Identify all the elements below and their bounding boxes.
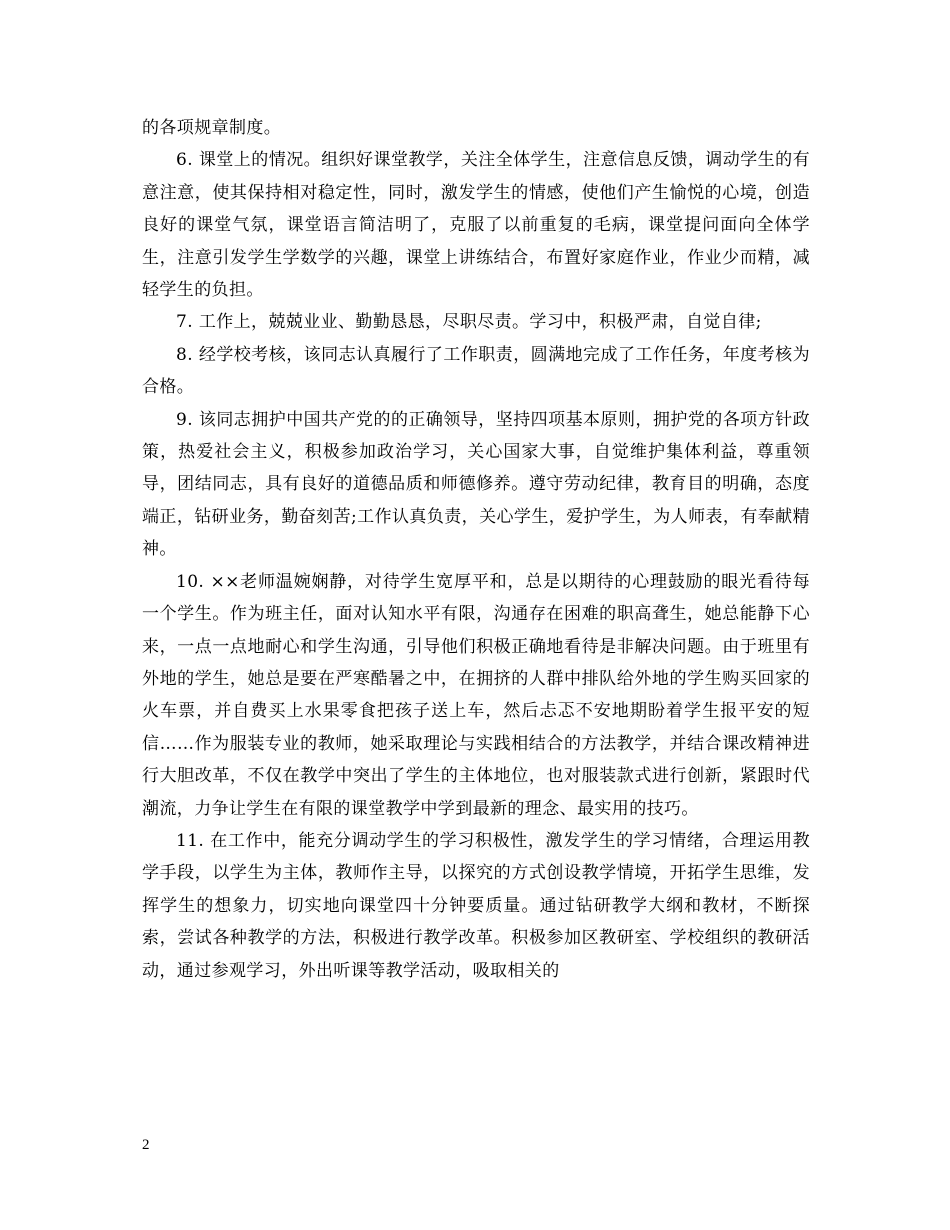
document-body	[142, 112, 810, 987]
paragraph-continuation: 的各项规章制度。	[142, 118, 282, 138]
paragraph-item-8: 8. 经学校考核，该同志认真履行了工作职责，圆满地完成了工作任务，年度考核为合格。	[142, 344, 810, 398]
paragraph-item-10: 10. ××老师温婉娴静，对待学生宽厚平和，总是以期待的心理鼓励的眼光看待每一个学生。作为班主任，面对认知水平有限，沟通存在困难的职高聋生，她总能静下心来，一点一点地耐心和学生沟通，引导他们积极正确地看待是非解决问题。由于班里有外地的学生，她总是要在严寒酷暑之中，在拥挤的人群中排队给外地的学生购买回家的火车票，并自费买上水果零食把孩子送上车，然后忐忑不安地期盼着学生报平安的短信……作为服装专业的教师，她采取理论与实践相结合的方法教学，并结合课改精神进行大胆改革，不仅在教学中突出了学生的主体地位，也对服装款式进行创新，紧跟时代潮流，力争让学生在有限的课堂教学中学到最新的理念、最实用的技巧。	[142, 571, 810, 819]
paragraph-item-11: 11. 在工作中，能充分调动学生的学习积极性，激发学生的学习情绪，合理运用教学手段，以学生为主体，教师作主导，以探究的方式创设教学情境，开拓学生思维，发挥学生的想象力，切实地向课堂四十分钟要质量。通过钻研教学大纲和教材，不断探索，尝试各种教学的方法，积极进行教学改革。积极参加区教研室、学校组织的教研活动，通过参观学习，外出听课等教学活动，吸取相关的	[142, 830, 810, 981]
paragraph-item-9: 9. 该同志拥护中国共产党的的正确领导，坚持四项基本原则，拥护党的各项方针政策，热爱社会主义，积极参加政治学习，关心国家大事，自觉维护集体利益，尊重领导，团结同志，具有良好的道德品质和师德修养。遵守劳动纪律，教育目的明确，态度端正，钻研业务，勤奋刻苦;工作认真负责，关心学生，爱护学生，为人师表，有奉献精神。	[142, 409, 810, 560]
page-number: 2	[142, 1137, 150, 1153]
paragraph-item-6: 6. 课堂上的情况。组织好课堂教学，关注全体学生，注意信息反馈，调动学生的有意注意，使其保持相对稳定性，同时，激发学生的情感，使他们产生愉悦的心境，创造良好的课堂气氛，课堂语言简洁明了，克服了以前重复的毛病，课堂提问面向全体学生，注意引发学生学数学的兴趣，课堂上讲练结合，布置好家庭作业，作业少而精，减轻学生的负担。	[142, 150, 810, 301]
paragraph-item-7: 7. 工作上，兢兢业业、勤勤恳恳，尽职尽责。学习中，积极严肃，自觉自律;	[176, 312, 762, 333]
